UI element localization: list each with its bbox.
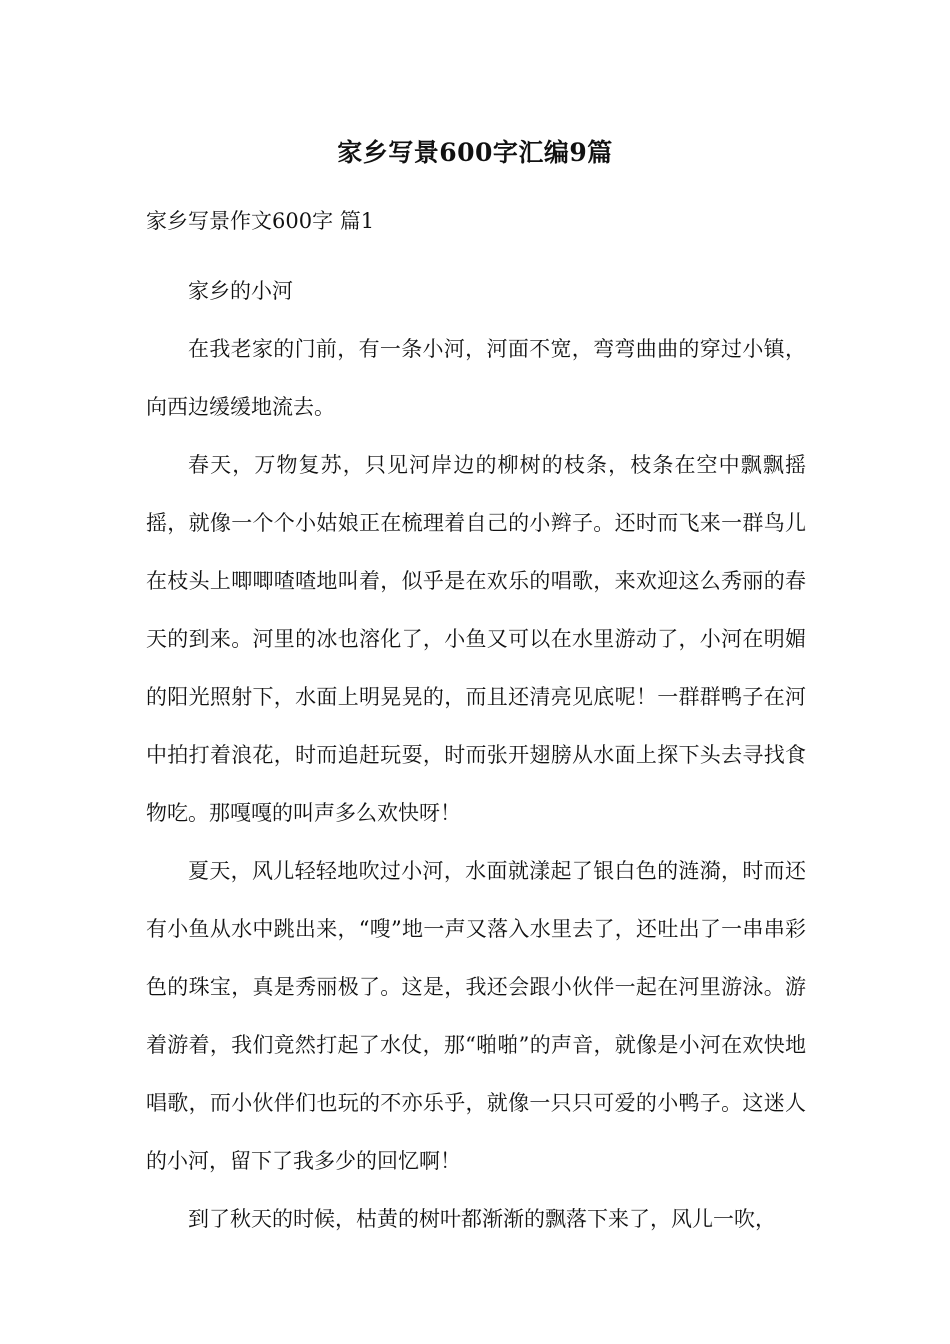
paragraph: 春天，万物复苏，只见河岸边的柳树的枝条，枝条在空中飘飘摇摇，就像一个个小姑娘正在梳理着自己的小辫子。还时而飞来一群鸟儿在枝头上唧唧喳喳地叫着，似乎是在欢乐的唱歌，来欢迎这么秀丽的春天的到来。河里的冰也溶化了，小鱼又可以在水里游动了，小河在明媚的阳光照射下，水面上明晃晃的，而且还清亮见底呢！一群群鸭子在河中拍打着浪花，时而追赶玩耍，时而张开翅膀从水面上探下头去寻找食物吃。那嘎嘎的叫声多么欢快呀！ [146, 453, 806, 825]
paragraph: 到了秋天的时候，枯黄的树叶都渐渐的飘落下来了，风儿一吹， [188, 1207, 776, 1231]
paragraph: 在我老家的门前，有一条小河，河面不宽，弯弯曲曲的穿过小镇，向西边缓缓地流去。 [146, 337, 806, 419]
article-body [146, 262, 806, 1248]
section-heading: 家乡写景作文600字 篇1 [146, 209, 375, 233]
article-subtitle: 家乡的小河 [188, 279, 293, 303]
paragraph: 夏天，风儿轻轻地吹过小河，水面就漾起了银白色的涟漪，时而还有小鱼从水中跳出来，“嗖”地一声又落入水里去了，还吐出了一串串彩色的珠宝，真是秀丽极了。这是，我还会跟小伙伴一起在河里游泳。游着游着，我们竟然打起了水仗，那“啪啪”的声音，就像是小河在欢快地唱歌，而小伙伴们也玩的不亦乐乎，就像一只只可爱的小鸭子。这迷人的小河，留下了我多少的回忆啊！ [146, 859, 806, 1173]
document-title: 家乡写景600字汇编9篇 [337, 138, 613, 167]
